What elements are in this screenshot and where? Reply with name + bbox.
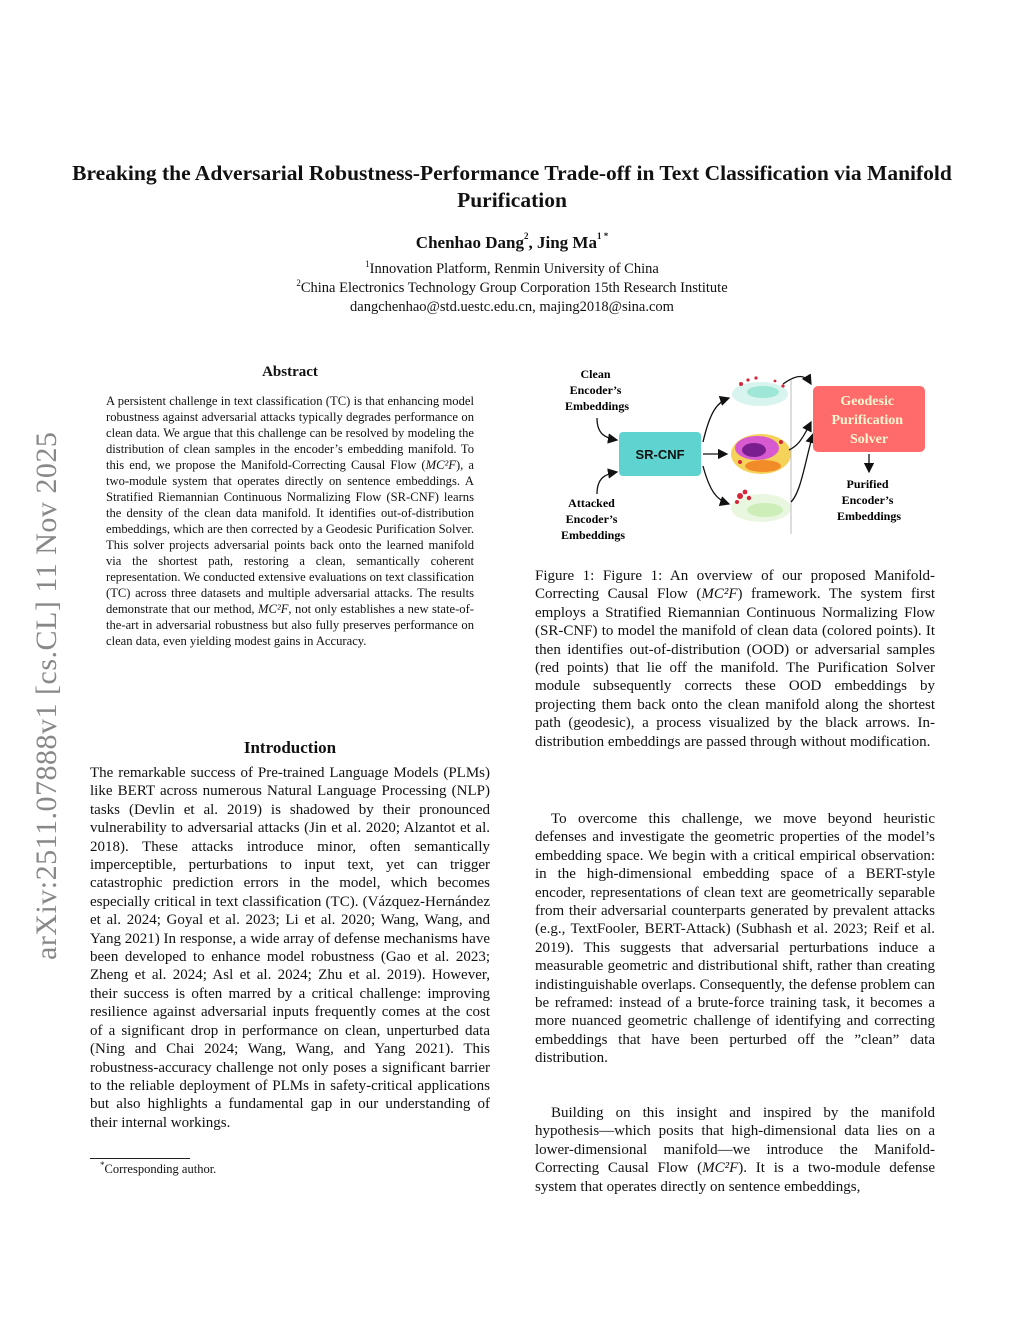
srcnf-to-panel3-arrow — [703, 466, 729, 504]
figure-1-caption: Figure 1: Figure 1: An overview of our proposed Manifold-Correcting Causal Flow (MC²F) framework. The system first employs a Stratified Riemannian Continuous Normalizing Flow (SR-CNF) to model the manifold of clean data (colored points). It then identifies out-of-distribution (OOD) or adversarial samples (red points) that lie off the manifold. The Purification Solver module subsequently corrects these OOD embeddings by projecting them back onto the clean manifold along the shortest path (geodesic), a process visualized by the black arrows. In-distribution embeddings are passed through without modification. — [535, 568, 935, 750]
panel1-to-solver-arrow — [783, 377, 811, 385]
scatter-panel-attacked — [731, 490, 791, 522]
abstract-heading: Abstract — [262, 364, 318, 380]
scatter-panel-clean — [732, 376, 788, 406]
figure-1-diagram — [535, 362, 935, 558]
author-1: Chenhao Dang — [415, 233, 524, 252]
attacked-to-srcnf-arrow — [597, 472, 617, 494]
panel3-to-solver-arrow — [791, 434, 813, 502]
arxiv-side-stamp: arXiv:2511.07888v1 [cs.CL] 11 Nov 2025 — [30, 431, 63, 960]
introduction-heading: Introduction — [243, 738, 337, 757]
author-2: Jing Ma — [536, 233, 597, 252]
panel2-to-solver-arrow — [789, 422, 811, 450]
affiliation-1: $^1$Innovation Platform, Renmin University of China — [365, 259, 659, 277]
right-column-paragraph-2: Building on this insight and inspired by the manifold hypothesis—which posits that high-dimensional data lies on a lower-dimensional manifold—we introduce the Manifold-Correcting Causal Flow (MC²F). It is a two-module defense system that operates directly on sentence embeddings, — [535, 1105, 935, 1195]
solver-label: Geodesic Purification Solver — [831, 394, 904, 447]
author-line: Chenhao Dang$^2$, Jing $Ma^{1 *}$ — [415, 231, 609, 252]
right-column-paragraph-1: To overcome this challenge, we move beyond heuristic defenses and investigate the geometric properties of the model’s embedding space. We begin with a critical empirical observation: in the high-dimensional embedding space of a BERT-style encoder, representations of clean text are geometrically separable from their adversarial counterparts generated by prevalent attacks (e.g., TextFooler, BERT-Attack) (Subhash et al. 2023; Reif et al. 2019). This suggests that adversarial perturbations induce a measurable geometric and distributional shift, rather than creating indistinguishable overlaps. Consequently, the defense problem can be reframed: instead of a brute-force training task, it becomes a more nuanced geometric challenge of identifying and correcting embeddings that have been perturbed off the ”clean” data distribution. — [535, 811, 935, 1067]
scatter-panel-mixed — [731, 434, 791, 474]
srcnf-to-panel1-arrow — [703, 398, 729, 442]
clean-to-srcnf-arrow — [597, 418, 617, 440]
affiliation-2: $^2$China Electronics Technology Group Corporation 15th Research Institute — [296, 278, 728, 296]
introduction-body: The remarkable success of Pre-trained Language Models (PLMs) like BERT across numerous Natural Language Processing (NLP) tasks (Devlin et al. 2019) is shadowed by their pronounced vulnerability to adversarial attacks (Jin et al. 2020; Alzantot et al. 2018). These attacks introduce minor, often semantically imperceptible, perturbations to input text, yet can trigger catastrophic prediction errors in the model, which becomes especially critical in text classification (TC). (Vázquez-Hernández et al. 2024; Goyal et al. 2023; Li et al. 2020; Wang, Wang, and Yang 2021) In response, a wide array of defense mechanisms have been developed to enhance model robustness (Gao et al. 2023; Zheng et al. 2024; Asl et al. 2024; Zhu et al. 2019). However, their success is often marred by a critical challenge: improving resilience against adversarial inputs frequently comes at the cost of a significant drop in performance on clean, unperturbed data (Ning and Chai 2024; Wang, Wang, and Yang 2021). This robustness-accuracy challenge not only poses a significant barrier to the reliable deployment of PLMs in safety-critical applications but also highlights a fundamental gap in our understanding of their internal workings. — [90, 765, 490, 1131]
clean-embeddings-label: Clean Encoder’s Embeddings — [564, 367, 630, 413]
attacked-embeddings-label: Attacked Encoder’s Embeddings — [560, 496, 626, 542]
figure-1 — [535, 362, 935, 558]
paper-title: Breaking the Adversarial Robustness-Performance Trade-off in Text Classification via Manifold Purification — [72, 161, 952, 212]
author-emails: dangchenhao@std.uestc.edu.cn, majing2018@sina.com — [350, 299, 674, 315]
srcnf-label: SR-CNF — [635, 447, 685, 462]
footnote-rule — [90, 1158, 190, 1159]
footnote: *Corresponding author. — [100, 1160, 217, 1176]
abstract-body: A persistent challenge in text classification (TC) is that enhancing model robustness against adversarial attacks typically degrades performance on clean data. We argue that this challenge can be resolved by modeling the distribution of clean samples in the encoder’s embedding manifold. To this end, we propose the Manifold-Correcting Causal Flow (MC²F), a two-module system that operates directly on sentence embeddings. A Stratified Riemannian Continuous Normalizing Flow (SR-CNF) learns the density of the clean data manifold. It identifies out-of-distribution embeddings, which are then corrected by a Geodesic Purification Solver. This solver projects adversarial points back onto the learned manifold via the shortest path, restoring a clean, semantically coherent representation. We conducted extensive evaluations on text classification (TC) across three datasets and multiple adversarial attacks. The results demonstrate that our method, MC²F, not only establishes a new state-of-the-art in adversarial robustness but also fully preserves performance on clean data, even yielding modest gains in Accuracy. — [106, 394, 474, 648]
purified-embeddings-label: Purified Encoder’s Embeddings — [836, 477, 902, 523]
